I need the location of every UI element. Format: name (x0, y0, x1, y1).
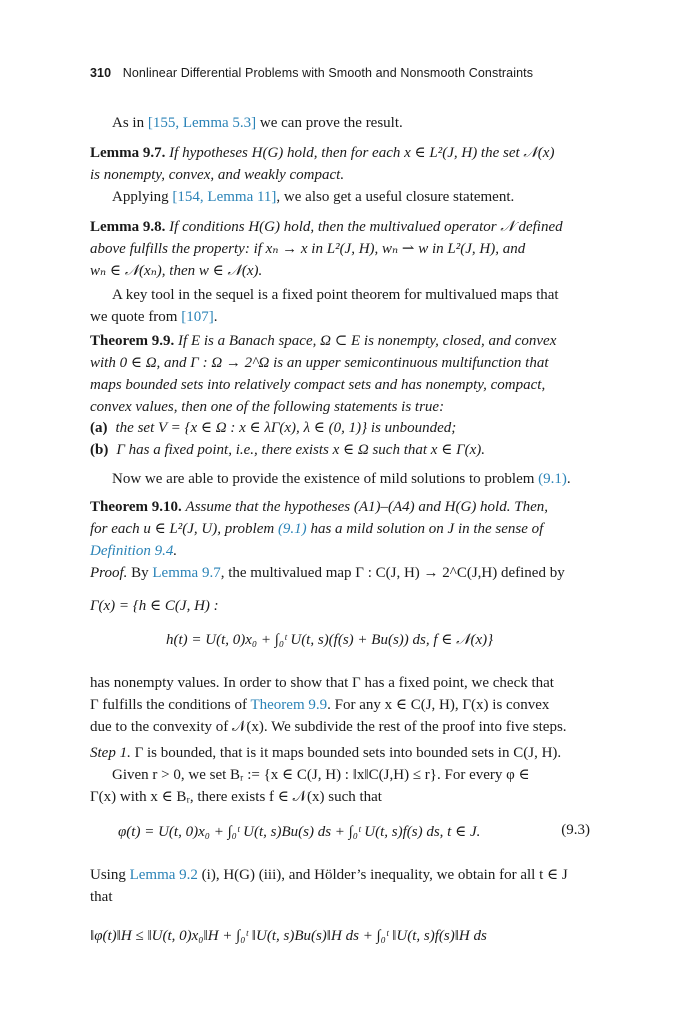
proof-label: Proof. (90, 565, 128, 581)
text: Now we are able to provide the existence of mild solutions to problem (112, 471, 539, 487)
citation-link[interactable]: [107] (181, 309, 214, 325)
text: that (90, 889, 113, 905)
lemma-body: If conditions H(G) hold, then the multivalued operator 𝒩 defined (169, 219, 563, 235)
theorem-body: maps bounded sets into relatively compact sets and has nonempty, compact, (90, 377, 546, 393)
theorem-label: Theorem 9.9. (90, 333, 175, 349)
text: Γ is bounded, that is it maps bounded sets into bounded sets in C(J, H). (134, 745, 562, 761)
lemma-9-7 (90, 142, 591, 186)
equation-estimate (90, 928, 487, 945)
citation-link[interactable]: Theorem 9.9 (250, 697, 328, 713)
theorem-body: . (173, 543, 178, 559)
citation-link[interactable]: [154, Lemma 11] (172, 189, 277, 205)
step-1 (90, 742, 591, 808)
lemma-9-8 (90, 216, 591, 282)
paragraph-2 (90, 186, 591, 208)
proof-intro (90, 562, 591, 584)
citation-link[interactable]: Lemma 9.7 (152, 565, 221, 581)
equation-number: (9.3) (561, 822, 590, 838)
text: . (213, 309, 218, 325)
paragraph-5 (90, 672, 591, 738)
text: By (131, 565, 153, 581)
paragraph-4 (90, 468, 591, 490)
lemma-label: Lemma 9.8. (90, 219, 166, 235)
page-number: 310 (90, 66, 112, 80)
step-label: Step 1. (90, 745, 131, 761)
text: Γ fulfills the conditions of (90, 697, 251, 713)
text: Applying (112, 189, 173, 205)
theorem-body: with 0 ∈ Ω, and Γ : Ω → 2^Ω is an upper semicontinuous multifunction that (90, 355, 549, 371)
theorem-label: Theorem 9.10. (90, 499, 182, 515)
text: has nonempty values. In order to show that Γ has a fixed point, we check that (90, 675, 554, 691)
equation-9-3 (118, 822, 480, 841)
lemma-body: is nonempty, convex, and weakly compact. (90, 167, 345, 183)
theorem-item-a (90, 418, 456, 437)
equation-text: h(t) = U(t, 0)x₀ + ∫₀ᵗ U(t, s)(f(s) + Bu(s)) ds, f ∈ 𝒩(x)} (166, 632, 494, 648)
citation-link[interactable]: (9.1) (538, 471, 567, 487)
item-text: Γ has a fixed point, i.e., there exists x ∈ Ω such that x ∈ Γ(x). (116, 442, 485, 458)
lemma-body: wₙ ∈ 𝒩(xₙ), then w ∈ 𝒩(x). (90, 263, 263, 279)
item-label: (a) (90, 420, 108, 436)
running-header (90, 66, 590, 80)
text: we quote from (90, 309, 182, 325)
citation-link[interactable]: Definition 9.4 (90, 543, 174, 559)
text: A key tool in the sequel is a fixed point theorem for multivalued maps that (112, 287, 559, 303)
text: As in (112, 115, 148, 131)
text: , we also get a useful closure statement. (276, 189, 515, 205)
item-text: the set V = {x ∈ Ω : x ∈ λΓ(x), λ ∈ (0, 1)} is unbounded; (115, 420, 457, 436)
lemma-label: Lemma 9.7. (90, 145, 166, 161)
theorem-body: has a mild solution on J in the sense of (306, 521, 544, 537)
text: , the multivalued map Γ : C(J, H) → 2^C(J,H) defined by (220, 565, 565, 581)
theorem-body: If E is a Banach space, Ω ⊂ E is nonempty, closed, and convex (178, 333, 557, 349)
theorem-body: Assume that the hypotheses (A1)–(A4) and H(G) hold. Then, (185, 499, 548, 515)
theorem-item-b (90, 440, 485, 459)
lemma-body: If hypotheses H(G) hold, then for each x ∈ L²(J, H) the set 𝒩(x) (169, 145, 555, 161)
equation-gamma-line-2 (166, 630, 493, 649)
equation-gamma-line-1 (90, 596, 219, 615)
text: . (566, 471, 571, 487)
equation-text: ‖φ(t)‖H ≤ ‖U(t, 0)x₀‖H + ∫₀ᵗ ‖U(t, s)Bu(s)‖H ds + ∫₀ᵗ ‖U(t, s)f(s)‖H ds (90, 928, 487, 944)
equation-text: Γ(x) = {h ∈ C(J, H) : (90, 598, 219, 614)
theorem-body: for each u ∈ L²(J, U), problem (90, 521, 278, 537)
paragraph-1 (90, 112, 591, 134)
item-label: (b) (90, 442, 109, 458)
text: Γ(x) with x ∈ Bᵣ, there exists f ∈ 𝒩(x) such that (90, 789, 382, 805)
citation-link[interactable]: Lemma 9.2 (129, 867, 198, 883)
theorem-9-9 (90, 330, 591, 418)
equation-text: φ(t) = U(t, 0)x₀ + ∫₀ᵗ U(t, s)Bu(s) ds + ∫₀ᵗ U(t, s)f(s) ds, t ∈ J. (118, 824, 481, 840)
text: we can prove the result. (256, 115, 403, 131)
paragraph-3 (90, 284, 591, 328)
text: due to the convexity of 𝒩(x). We subdivide the rest of the proof into five steps. (90, 719, 567, 735)
citation-link[interactable]: [155, Lemma 5.3] (147, 115, 257, 131)
text: . For any x ∈ C(J, H), Γ(x) is convex (327, 697, 550, 713)
paragraph-6 (90, 864, 591, 908)
text: Given r > 0, we set Bᵣ := {x ∈ C(J, H) : ‖x‖C(J,H) ≤ r}. For every φ ∈ (112, 767, 530, 783)
text: Using (90, 867, 130, 883)
theorem-body: convex values, then one of the following statements is true: (90, 399, 445, 415)
lemma-body: above fulfills the property: if xₙ → x in L²(J, H), wₙ ⇀ w in L²(J, H), and (90, 241, 526, 257)
theorem-9-10 (90, 496, 591, 562)
running-title: Nonlinear Differential Problems with Smooth and Nonsmooth Constraints (122, 66, 534, 80)
citation-link[interactable]: (9.1) (277, 521, 307, 537)
text: (i), H(G) (iii), and Hölder’s inequality, we obtain for all t ∈ J (197, 867, 568, 883)
